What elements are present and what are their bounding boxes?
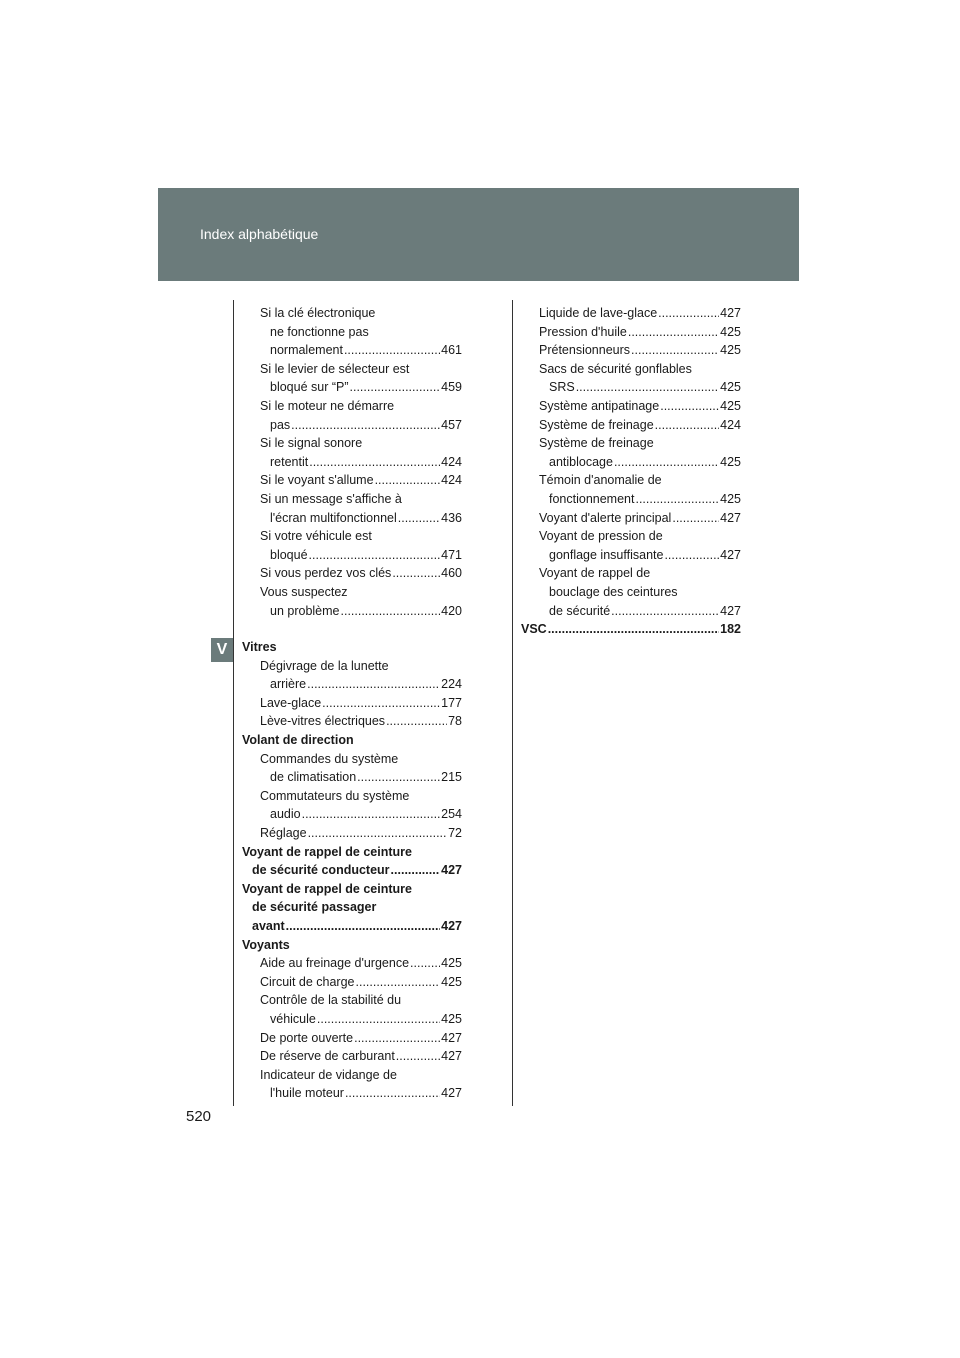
index-page-ref: 436 (441, 510, 462, 525)
index-entry-text: VSC (521, 622, 547, 637)
index-page-ref: 177 (441, 695, 462, 710)
index-page-ref: 425 (720, 380, 741, 395)
dot-leader (375, 471, 441, 490)
index-page-ref: 427 (720, 306, 741, 320)
dot-leader (356, 973, 441, 992)
index-entry-text: Si votre véhicule est (260, 529, 372, 544)
index-entry (242, 638, 462, 657)
index-entry-text: Commutateurs du système (260, 788, 410, 803)
index-page-ref: 254 (441, 807, 462, 822)
index-page-ref: 78 (448, 714, 462, 729)
dot-leader (307, 675, 440, 694)
index-entry (521, 341, 741, 360)
dot-leader (322, 694, 440, 713)
dot-leader (576, 378, 719, 397)
index-page-ref: 425 (720, 398, 741, 413)
index-page-ref: 425 (720, 491, 741, 506)
index-entry (242, 1047, 462, 1066)
index-entry (242, 490, 462, 527)
index-column-right (521, 304, 741, 639)
index-page-ref: 425 (441, 1011, 462, 1026)
index-page-ref: 420 (441, 603, 462, 618)
index-entry (242, 657, 462, 694)
index-entry (242, 1029, 462, 1048)
index-entry-text: Indicateur de vidange de (260, 1067, 397, 1082)
index-entry-text: bouclage des ceintures (549, 584, 678, 599)
column-divider-middle (512, 300, 513, 1106)
index-entry (242, 471, 462, 490)
index-page-ref: 425 (720, 324, 741, 339)
index-entry-text: Voyant d'alerte principal (539, 510, 672, 525)
index-entry-text: Dégivrage de la lunette (260, 658, 389, 673)
index-page-ref: 457 (441, 417, 462, 432)
dot-leader (672, 509, 719, 528)
index-entry-text: avant (252, 919, 285, 933)
dot-leader (660, 397, 719, 416)
entry-spacer (242, 620, 462, 638)
dot-leader (548, 620, 719, 639)
index-entry (242, 843, 462, 880)
index-entry (242, 360, 462, 397)
index-entry (242, 936, 462, 955)
index-entry-text: Vitres (242, 640, 277, 655)
index-entry (242, 564, 462, 583)
index-entry (242, 954, 462, 973)
dot-leader (317, 1010, 440, 1029)
dot-leader (398, 509, 440, 528)
index-page-ref: 72 (448, 826, 462, 841)
index-entry-text: Système de freinage (539, 417, 654, 432)
index-entry (521, 323, 741, 342)
index-entry-text: SRS (549, 380, 575, 395)
index-entry-text: Si la clé électronique (260, 306, 376, 320)
dot-leader (655, 416, 719, 435)
index-entry-text: véhicule (270, 1011, 316, 1026)
dot-leader (396, 1047, 440, 1066)
index-entry (242, 434, 462, 471)
dot-leader (302, 805, 441, 824)
dot-leader (635, 490, 719, 509)
index-entry-text: bloqué (270, 547, 308, 562)
index-entry-text: Si le levier de sélecteur est (260, 361, 410, 376)
index-page-ref: 424 (720, 417, 741, 432)
index-entry-text: retentit (270, 454, 309, 469)
index-entry-text: de sécurité conducteur (252, 863, 390, 878)
index-entry-text: Pression d'huile (539, 324, 627, 339)
index-entry (521, 620, 741, 639)
index-entry-text: Si vous perdez vos clés (260, 566, 392, 581)
index-page-ref: 460 (441, 566, 462, 581)
index-entry (521, 304, 741, 323)
index-entry-text: fonctionnement (549, 491, 635, 506)
dot-leader (308, 824, 448, 843)
index-entry (242, 973, 462, 992)
dot-leader (392, 564, 440, 583)
index-entry (242, 824, 462, 843)
dot-leader (410, 954, 440, 973)
index-entry (521, 360, 741, 397)
dot-leader (341, 602, 441, 621)
index-entry-text: Voyant de rappel de (539, 566, 651, 581)
index-entry-text: audio (270, 807, 301, 822)
index-entry-text: Voyant de rappel de ceinture (242, 844, 412, 859)
index-page-ref: 427 (441, 1086, 462, 1101)
index-entry-text: Voyant de pression de (539, 529, 663, 544)
dot-leader (391, 861, 441, 880)
index-entry-text: Système de freinage (539, 436, 654, 451)
index-page-ref: 461 (441, 343, 462, 358)
dot-leader (658, 304, 719, 323)
index-entry-text: l'huile moteur (270, 1086, 344, 1101)
dot-leader (354, 1029, 440, 1048)
index-entry (242, 991, 462, 1028)
dot-leader (628, 323, 719, 342)
index-entry (242, 527, 462, 564)
index-entry (242, 731, 462, 750)
index-entry-text: Aide au freinage d'urgence (260, 956, 410, 971)
index-entry-text: de sécurité passager (252, 900, 377, 915)
index-entry-text: Système antipatinage (539, 398, 660, 413)
index-entry-text: Réglage (260, 826, 307, 841)
index-page-ref: 427 (720, 603, 741, 618)
index-entry (242, 1066, 462, 1103)
index-entry (242, 397, 462, 434)
dot-leader (350, 378, 441, 397)
index-entry (521, 564, 741, 620)
page-title: Index alphabétique (200, 226, 319, 242)
index-entry-text: Voyants (242, 937, 290, 952)
index-page-ref: 425 (720, 343, 741, 358)
index-entry-text: ne fonctionne pas (270, 324, 369, 339)
index-page-ref: 182 (720, 622, 741, 637)
index-page-ref: 427 (441, 919, 462, 933)
index-entry-text: Prétensionneurs (539, 343, 631, 358)
index-page-ref: 425 (441, 956, 462, 971)
index-page-ref: 427 (720, 510, 741, 525)
index-entry (521, 509, 741, 528)
index-entry-text: arrière (270, 677, 307, 692)
index-entry-text: normalement (270, 343, 343, 358)
index-entry-text: antiblocage (549, 454, 613, 469)
index-entry (521, 397, 741, 416)
index-entry (521, 416, 741, 435)
index-entry (521, 434, 741, 471)
index-entry-text: Voyant de rappel de ceinture (242, 881, 412, 896)
index-page-ref: 471 (441, 547, 462, 562)
index-page-ref: 425 (720, 454, 741, 469)
dot-leader (386, 712, 447, 731)
index-entry (242, 750, 462, 787)
dot-leader (344, 341, 440, 360)
index-entry-text: Témoin d'anomalie de (539, 473, 662, 488)
index-entry (242, 787, 462, 824)
index-entry-text: Circuit de charge (260, 974, 355, 989)
column-divider-left (233, 300, 234, 1106)
dot-leader (309, 546, 441, 565)
index-entry (521, 527, 741, 564)
dot-leader (664, 546, 719, 565)
index-page-ref: 424 (441, 473, 462, 488)
index-entry-text: l'écran multifonctionnel (270, 510, 397, 525)
dot-leader (345, 1084, 440, 1103)
index-entry-text: Contrôle de la stabilité du (260, 993, 402, 1008)
dot-leader (631, 341, 719, 360)
index-column-left (242, 304, 462, 1103)
index-entry-text: un problème (270, 603, 340, 618)
index-entry-text: Vous suspectez (260, 584, 348, 599)
index-entry (242, 304, 462, 360)
index-entry (242, 880, 462, 936)
page-number: 520 (186, 1108, 212, 1125)
index-entry-text: Lave-glace (260, 695, 322, 710)
index-entry-text: Volant de direction (242, 733, 354, 748)
dot-leader (291, 416, 440, 435)
index-page-ref: 427 (720, 547, 741, 562)
index-entry-text: Lève-vitres électriques (260, 714, 386, 729)
index-page-ref: 224 (441, 677, 462, 692)
index-page-ref: 424 (441, 454, 462, 469)
index-entry-text: pas (270, 417, 291, 432)
index-entry-text: Commandes du système (260, 751, 399, 766)
index-entry-text: Sacs de sécurité gonflables (539, 361, 692, 376)
index-entry-text: de climatisation (270, 770, 357, 785)
index-page-ref: 427 (441, 863, 462, 878)
index-entry-text: de sécurité (549, 603, 611, 618)
dot-leader (357, 768, 440, 787)
index-entry-text: De porte ouverte (260, 1030, 354, 1045)
index-entry (242, 583, 462, 620)
index-entry-text: Si le voyant s'allume (260, 473, 374, 488)
dot-leader (309, 453, 440, 472)
index-entry-text: Si un message s'affiche à (260, 491, 402, 506)
index-entry-text: Si le moteur ne démarre (260, 398, 395, 413)
index-entry (242, 694, 462, 713)
index-entry-text: Si le signal sonore (260, 436, 363, 451)
index-page-ref: 215 (441, 770, 462, 785)
index-page-ref: 427 (441, 1030, 462, 1045)
dot-leader (286, 917, 440, 936)
index-entry-text: Liquide de lave-glace (539, 306, 658, 320)
index-entry-text: gonflage insuffisante (549, 547, 664, 562)
header-bar (158, 188, 799, 281)
index-letter-tab: V (211, 638, 233, 662)
index-page-ref: 427 (441, 1049, 462, 1064)
index-page-ref: 459 (441, 380, 462, 395)
index-page-ref: 425 (441, 974, 462, 989)
index-entry-text: bloqué sur “P” (270, 380, 349, 395)
dot-leader (614, 453, 719, 472)
dot-leader (611, 602, 719, 621)
index-entry (242, 712, 462, 731)
index-entry (521, 471, 741, 508)
index-entry-text: De réserve de carburant (260, 1049, 395, 1064)
